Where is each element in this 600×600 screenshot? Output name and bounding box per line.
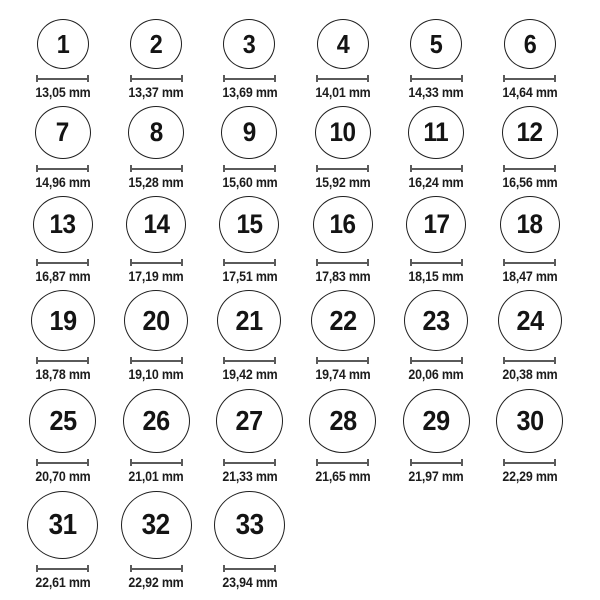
diameter-label: 21,01 mm [128,469,184,484]
dimension-line [316,259,369,266]
ring-size-number: 30 [516,405,544,436]
ring-size-number: 4 [336,29,350,59]
ring-circle [500,196,560,253]
ring-size-cell [203,491,296,591]
ring-size-number: 7 [56,117,70,147]
ring-size-number: 6 [523,29,536,59]
diameter-label: 15,28 mm [128,175,184,190]
ring-size-cell [109,19,202,101]
diameter-label: 13,69 mm [221,85,278,100]
ring-circle [124,290,188,351]
dimension-line [130,459,183,466]
ring-size-number: 5 [429,29,443,59]
dimension-line [316,459,369,466]
ring-circle [313,196,373,253]
ring-circle [408,106,464,159]
ring-circle [121,491,192,559]
ring-size-cell [16,389,109,485]
ring-size-number: 18 [516,209,543,239]
chart-row [16,290,600,383]
ring-size-number: 33 [235,508,264,541]
chart-row [16,491,600,591]
dimension-line [223,165,276,172]
ring-circle [498,290,562,351]
ring-size-cell [16,491,109,591]
dimension-line [130,165,183,172]
dimension-line [223,459,276,466]
ring-circle [504,19,556,69]
ring-circle [496,389,563,453]
ring-size-cell [16,106,109,191]
diameter-label: 18,47 mm [502,269,558,284]
ring-size-chart [0,19,600,600]
ring-size-number: 32 [142,508,171,541]
diameter-label: 20,06 mm [408,367,464,382]
diameter-label: 17,51 mm [221,269,278,284]
ring-size-cell [483,196,576,285]
dimension-line [503,259,556,266]
diameter-label: 22,92 mm [128,575,184,590]
ring-size-number: 15 [236,209,263,239]
ring-size-number: 1 [56,29,69,59]
ring-size-cell [483,290,576,383]
dimension-line [36,259,89,266]
ring-size-cell [109,491,202,591]
ring-circle [130,19,182,69]
ring-circle [309,389,376,453]
diameter-label: 21,33 mm [221,469,278,484]
ring-circle [126,196,186,253]
ring-size-number: 31 [48,508,77,541]
dimension-line [223,565,276,572]
dimension-line [410,259,463,266]
diameter-label: 23,94 mm [221,575,278,590]
ring-circle [214,491,285,559]
ring-circle [31,290,95,351]
ring-circle [216,389,283,453]
diameter-label: 16,24 mm [408,175,464,190]
ring-size-number: 3 [243,29,256,59]
ring-size-number: 29 [422,405,450,436]
diameter-label: 19,42 mm [221,367,278,382]
dimension-line [36,565,89,572]
ring-size-cell [16,19,109,101]
dimension-line [503,165,556,172]
diameter-label: 21,97 mm [408,469,464,484]
ring-circle [128,106,184,159]
diameter-label: 15,92 mm [315,175,371,190]
diameter-label: 22,29 mm [502,469,558,484]
dimension-line [130,357,183,364]
diameter-label: 17,83 mm [315,269,371,284]
diameter-label: 19,74 mm [315,367,371,382]
ring-circle [37,19,89,69]
diameter-label: 13,37 mm [128,85,184,100]
diameter-label: 17,19 mm [128,269,184,284]
ring-circle [317,19,369,69]
ring-size-cell [483,389,576,485]
diameter-label: 14,64 mm [502,85,558,100]
ring-size-cell [109,106,202,191]
ring-size-number: 11 [423,117,449,147]
dimension-line [410,165,463,172]
dimension-line [36,459,89,466]
dimension-line [36,165,89,172]
ring-circle [27,491,98,559]
dimension-line [410,75,463,82]
diameter-label: 22,61 mm [35,575,91,590]
ring-size-number: 17 [423,209,450,239]
ring-size-number: 24 [516,304,544,336]
dimension-line [503,75,556,82]
ring-circle [29,389,96,453]
ring-size-cell [16,290,109,383]
ring-size-number: 21 [235,304,264,336]
ring-circle [315,106,371,159]
ring-circle [123,389,190,453]
ring-size-cell [203,196,296,285]
ring-size-cell [483,19,576,101]
dimension-line [410,459,463,466]
ring-circle [33,196,93,253]
diameter-label: 14,01 mm [315,85,371,100]
dimension-line [36,75,89,82]
ring-circle [403,389,470,453]
ring-size-cell [203,19,296,101]
dimension-line [316,165,369,172]
ring-circle [502,106,558,159]
dimension-line [223,259,276,266]
ring-size-number: 20 [142,304,170,336]
diameter-label: 18,15 mm [408,269,464,284]
chart-row [16,106,600,191]
dimension-line [36,357,89,364]
ring-size-cell [390,290,483,383]
ring-size-cell [296,196,389,285]
ring-size-cell [203,389,296,485]
ring-circle [223,19,275,69]
diameter-label: 20,70 mm [35,469,91,484]
ring-size-cell [203,106,296,191]
dimension-line [503,357,556,364]
ring-circle [406,196,466,253]
dimension-line [130,75,183,82]
ring-size-number: 23 [422,304,450,336]
diameter-label: 16,87 mm [35,269,91,284]
diameter-label: 14,33 mm [408,85,464,100]
diameter-label: 19,10 mm [128,367,184,382]
ring-size-cell [296,19,389,101]
ring-circle [35,106,91,159]
ring-size-number: 28 [329,405,357,436]
dimension-line [130,259,183,266]
dimension-line [223,357,276,364]
ring-size-number: 13 [49,209,76,239]
ring-size-number: 22 [329,304,357,336]
diameter-label: 14,96 mm [35,175,91,190]
dimension-line [316,357,369,364]
ring-size-number: 2 [149,29,163,59]
dimension-line [130,565,183,572]
ring-circle [221,106,277,159]
ring-circle [311,290,375,351]
ring-size-number: 12 [516,117,543,147]
ring-size-cell [109,290,202,383]
ring-size-cell [296,290,389,383]
ring-size-cell [296,389,389,485]
ring-size-number: 9 [242,117,257,147]
ring-size-number: 27 [235,405,264,436]
ring-size-cell [390,19,483,101]
ring-size-number: 26 [142,405,170,436]
ring-size-cell [109,196,202,285]
diameter-label: 15,60 mm [221,175,278,190]
dimension-line [316,75,369,82]
ring-size-number: 19 [49,304,77,336]
ring-size-cell [483,106,576,191]
chart-row [16,196,600,285]
ring-size-number: 14 [142,209,170,239]
ring-size-number: 16 [329,209,356,239]
ring-size-number: 10 [329,117,356,147]
diameter-label: 21,65 mm [315,469,371,484]
ring-size-cell [203,290,296,383]
ring-size-cell [16,196,109,285]
diameter-label: 16,56 mm [502,175,558,190]
diameter-label: 20,38 mm [502,367,558,382]
ring-size-number: 25 [49,405,77,436]
ring-circle [217,290,281,351]
dimension-line [503,459,556,466]
ring-size-cell [390,196,483,285]
ring-circle [404,290,468,351]
diameter-label: 18,78 mm [35,367,91,382]
chart-row [16,389,600,485]
ring-size-cell [390,106,483,191]
chart-row [16,19,600,101]
ring-circle [410,19,462,69]
diameter-label: 13,05 mm [35,85,91,100]
dimension-line [410,357,463,364]
ring-size-cell [296,106,389,191]
ring-size-number: 8 [149,117,163,147]
ring-size-cell [390,389,483,485]
dimension-line [223,75,276,82]
ring-size-cell [109,389,202,485]
ring-circle [219,196,279,253]
